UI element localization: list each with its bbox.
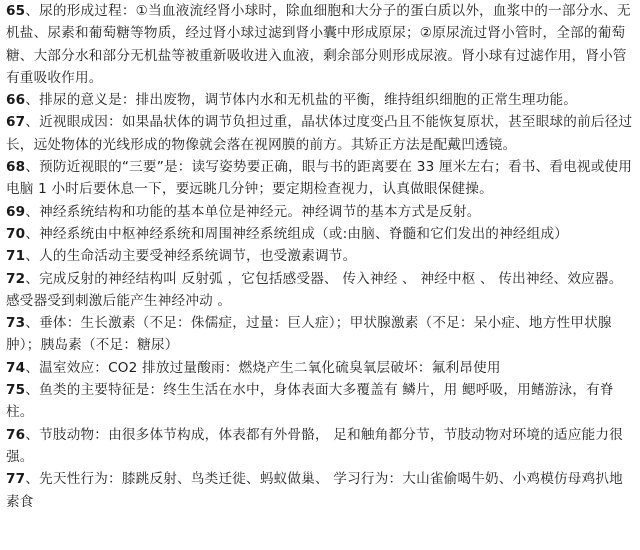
item-number: 75	[6, 382, 26, 399]
list-item	[6, 268, 634, 313]
list-item	[6, 357, 634, 379]
item-text: 、先天性行为：膝跳反射、鸟类迁徙、蚂蚁做巢、 学习行为：大山雀偷喝牛奶、小鸡模仿母鸡扒地素食	[6, 471, 623, 510]
item-text: 、尿的形成过程：①当血液流经肾小球时，除血细胞和大分子的蛋白质以外，血浆中的一部分水、无机盐、尿素和葡萄糖等物质，经过肾小球过滤到肾小囊中形成原尿；②原尿流过肾小管时，全部的葡萄糖、大部分水和部分无机盐等被重新吸收进入血液，剩余部分则形成尿液。肾小球有过滤作用，肾小管有重吸收作用。	[6, 3, 631, 86]
list-item	[6, 312, 634, 357]
list-item	[6, 223, 634, 245]
item-text: 、排尿的意义是：排出废物，调节体内水和无机盐的平衡，维持组织细胞的正常生理功能。	[25, 92, 578, 109]
item-text: 、温室效应：CO2 排放过量酸雨：燃烧产生二氧化硫臭氧层破坏：氟利昂使用	[25, 359, 501, 376]
item-number: 68	[6, 159, 26, 176]
item-text: 、神经系统由中枢神经系统和周围神经系统组成（或:由脑、脊髓和它们发出的神经组成）	[25, 225, 569, 242]
item-number: 71	[6, 248, 26, 265]
item-number: 69	[6, 203, 26, 220]
item-text: 、节肢动物：由很多体节构成，体表都有外骨骼， 足和触角都分节，节肢动物对环境的适应能力很强。	[6, 426, 623, 465]
item-number: 73	[6, 315, 26, 332]
item-text: 、垂体：生长激素（不足：侏儒症，过量：巨人症）；甲状腺激素（不足：呆小症、地方性甲状腺肿）；胰岛素（不足：糖尿）	[6, 315, 612, 354]
item-text: 、完成反射的神经结构叫 反射弧 ，它包括感受器、 传入神经 、 神经中枢 、 传出神经、效应器。感受器受到刺激后能产生神经冲动 。	[6, 270, 623, 309]
list-item	[6, 379, 634, 424]
list-item	[6, 156, 634, 201]
item-number: 74	[6, 359, 26, 376]
list-item	[6, 201, 634, 223]
list-item	[6, 245, 634, 267]
item-number: 72	[6, 270, 26, 287]
item-text: 、近视眼成因：如果晶状体的调节负担过重，晶状体过度变凸且不能恢复原状，甚至眼球的前后径过长，远处物体的光线形成的物像就会落在视网膜的前方。其矫正方法是配戴凹透镜。	[6, 114, 633, 153]
list-item	[6, 89, 634, 111]
item-number: 67	[6, 114, 26, 131]
item-number: 70	[6, 225, 26, 242]
item-number: 66	[6, 92, 26, 109]
item-text: 、预防近视眼的“三要”是：读写姿势要正确，眼与书的距离要在 33 厘米左右；看书、看电视或使用电脑 1 小时后要休息一下，要远眺几分钟；要定期检查视力，认真做眼保健操。	[6, 159, 633, 198]
item-number: 65	[6, 3, 26, 19]
item-text: 、人的生命活动主要受神经系统调节，也受激素调节。	[25, 248, 357, 265]
list-item	[6, 424, 634, 469]
list-item	[6, 0, 634, 89]
document-page	[6, 0, 634, 550]
item-number: 77	[6, 471, 26, 488]
list-item	[6, 111, 634, 156]
item-text: 、神经系统结构和功能的基本单位是神经元。神经调节的基本方式是反射。	[25, 203, 481, 220]
item-number: 76	[6, 426, 26, 443]
item-text: 、鱼类的主要特征是：终生生活在水中，身体表面大多覆盖有 鳞片，用 鳃呼吸，用鳍游泳，有脊柱。	[6, 382, 614, 421]
list-item	[6, 468, 634, 513]
